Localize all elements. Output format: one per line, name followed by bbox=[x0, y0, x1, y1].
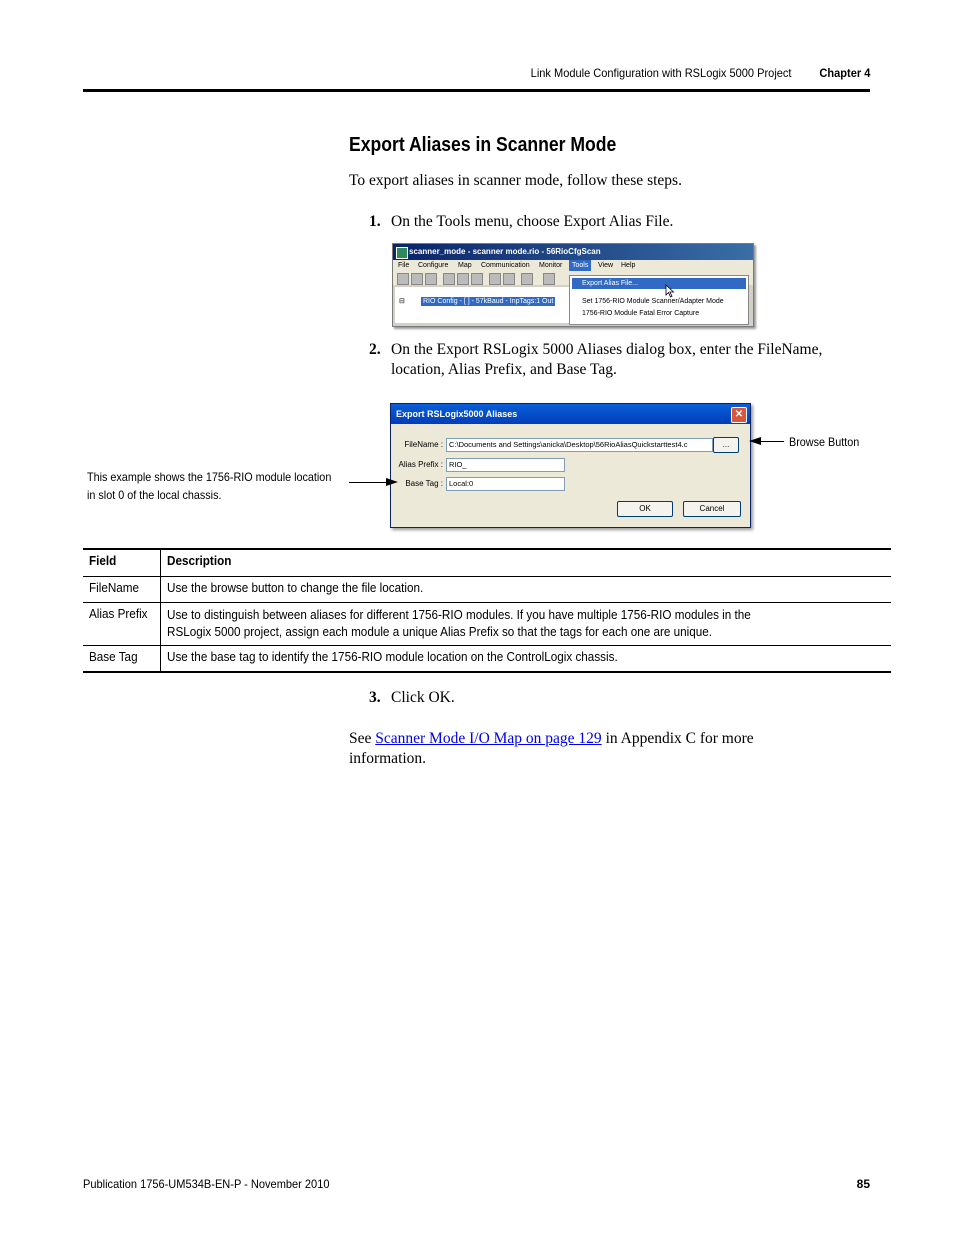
step-number: 1. bbox=[369, 213, 381, 230]
cancel-button[interactable]: Cancel bbox=[683, 501, 741, 517]
table-row bbox=[83, 577, 891, 603]
menu-communication[interactable]: Communication bbox=[481, 262, 530, 269]
step-text-line2: location, Alias Prefix, and Base Tag. bbox=[391, 361, 617, 378]
window-titlebar bbox=[393, 244, 753, 260]
header-chapter: Chapter 4 bbox=[819, 66, 870, 80]
step-text: Click OK. bbox=[391, 689, 455, 706]
upload-icon[interactable] bbox=[411, 273, 423, 285]
menu-configure[interactable]: Configure bbox=[418, 262, 449, 269]
mouse-cursor-icon bbox=[665, 284, 675, 298]
see-also-line1 bbox=[349, 729, 829, 749]
tree-item-rio-config[interactable]: RIO Config - [ ] - 57kBaud - InpTags:1 Out bbox=[423, 298, 554, 305]
cell-field-text: Alias Prefix bbox=[89, 606, 148, 621]
project-tree bbox=[395, 287, 570, 323]
filename-field[interactable]: C:\Documents and Settings\anicka\Desktop\56RioAliasQuickstarttest4.c bbox=[446, 438, 713, 452]
save-icon[interactable] bbox=[397, 273, 409, 285]
cell-field-text: FileName bbox=[89, 580, 140, 595]
field-description-table bbox=[83, 548, 891, 673]
window-title: scanner_mode - scanner mode.rio - 56RioCfgScan bbox=[409, 247, 601, 256]
step-text: On the Tools menu, choose Export Alias File. bbox=[391, 213, 674, 230]
tools-icon[interactable] bbox=[443, 273, 455, 285]
example-arrow-line bbox=[349, 482, 387, 483]
table-cell-field bbox=[83, 577, 161, 603]
map-icon[interactable] bbox=[521, 273, 533, 285]
alias-prefix-label: Alias Prefix : bbox=[398, 460, 443, 469]
see-also-paragraph bbox=[349, 729, 829, 769]
step-number: 2. bbox=[369, 341, 381, 358]
tree-expand-icon[interactable]: ⊟ bbox=[399, 298, 405, 305]
paste-icon[interactable] bbox=[503, 273, 515, 285]
cut-icon[interactable] bbox=[471, 273, 483, 285]
browse-arrow-line bbox=[758, 441, 784, 442]
cell-description-text: Use the base tag to identify the 1756-RIO module location on the ControlLogix chassis. bbox=[167, 649, 618, 664]
table-cell-description bbox=[161, 603, 892, 646]
running-header bbox=[83, 66, 870, 82]
dialog-titlebar bbox=[391, 404, 750, 424]
base-tag-label: Base Tag : bbox=[405, 479, 443, 488]
menu-bar bbox=[393, 260, 753, 271]
scanner-mode-io-map-link[interactable]: Scanner Mode I/O Map on page 129 bbox=[375, 730, 602, 747]
cell-description-line2: RSLogix 5000 project, assign each module a unique Alias Prefix so that the tags for each one are unique. bbox=[167, 624, 713, 639]
publication-number: Publication 1756-UM534B-EN-P - November 2010 bbox=[83, 1177, 330, 1191]
menu-view[interactable]: View bbox=[598, 262, 614, 269]
tools-dropdown bbox=[569, 275, 749, 325]
table-header-description bbox=[161, 549, 892, 577]
cell-description-line1: Use to distinguish between aliases for different 1756-RIO modules. If you have multiple 1756-RIO modules in the bbox=[167, 607, 751, 622]
see-also-prefix: See bbox=[349, 730, 376, 747]
cell-field-text: Base Tag bbox=[89, 649, 138, 664]
properties-icon[interactable] bbox=[457, 273, 469, 285]
table-cell-field bbox=[83, 603, 161, 646]
menu-item-export-alias-file[interactable]: Export Alias File... bbox=[572, 278, 746, 289]
table-cell-field bbox=[83, 646, 161, 672]
copy-icon[interactable] bbox=[489, 273, 501, 285]
download-icon[interactable] bbox=[425, 273, 437, 285]
menu-monitor[interactable]: Monitor bbox=[539, 262, 563, 269]
step-number: 3. bbox=[369, 689, 381, 706]
see-also-suffix: in Appendix C for more bbox=[601, 730, 754, 747]
tools-menu-screenshot bbox=[392, 243, 754, 327]
header-field-text: Field bbox=[89, 553, 117, 568]
table-row bbox=[83, 646, 891, 672]
page-number: 85 bbox=[856, 1177, 870, 1191]
step-text-line1: On the Export RSLogix 5000 Aliases dialog box, enter the FileName, bbox=[391, 341, 823, 358]
header-title: Link Module Configuration with RSLogix 5000 Project bbox=[530, 66, 791, 80]
help-icon[interactable] bbox=[543, 273, 555, 285]
menu-item-fatal-error-capture[interactable]: 1756-RIO Module Fatal Error Capture bbox=[582, 310, 700, 317]
header-description-text: Description bbox=[167, 553, 232, 568]
table-header-field bbox=[83, 549, 161, 577]
table-header-row bbox=[83, 549, 891, 577]
menu-tools[interactable]: Tools bbox=[569, 260, 591, 271]
browse-callout-text: Browse Button bbox=[789, 435, 860, 449]
table-cell-description bbox=[161, 646, 892, 672]
base-tag-field[interactable]: Local:0 bbox=[446, 477, 565, 491]
example-callout-line2: in slot 0 of the local chassis. bbox=[87, 488, 222, 502]
example-callout-line1: This example shows the 1756-RIO module location bbox=[87, 470, 332, 484]
alias-prefix-field[interactable]: RIO_ bbox=[446, 458, 565, 472]
browse-button[interactable]: ... bbox=[713, 437, 739, 453]
table-row bbox=[83, 603, 891, 646]
example-arrow-head bbox=[386, 478, 398, 486]
cell-description-text: Use the browse button to change the file location. bbox=[167, 580, 424, 595]
app-icon bbox=[396, 247, 408, 259]
filename-label: FileName : bbox=[404, 440, 443, 449]
intro-text: To export aliases in scanner mode, follow these steps. bbox=[349, 172, 682, 189]
table-cell-description bbox=[161, 577, 892, 603]
ok-button[interactable]: OK bbox=[617, 501, 673, 517]
header-rule bbox=[83, 89, 870, 92]
see-also-line2: information. bbox=[349, 750, 427, 767]
page-footer bbox=[83, 1177, 870, 1193]
export-aliases-dialog-screenshot bbox=[390, 403, 751, 528]
dialog-title: Export RSLogix5000 Aliases bbox=[396, 409, 518, 419]
section-heading: Export Aliases in Scanner Mode bbox=[349, 134, 617, 156]
close-icon[interactable]: ✕ bbox=[731, 407, 747, 423]
menu-item-set-scanner-mode[interactable]: Set 1756-RIO Module Scanner/Adapter Mode bbox=[582, 298, 724, 305]
menu-map[interactable]: Map bbox=[458, 262, 472, 269]
menu-help[interactable]: Help bbox=[621, 262, 636, 269]
menu-file[interactable]: File bbox=[398, 262, 410, 269]
